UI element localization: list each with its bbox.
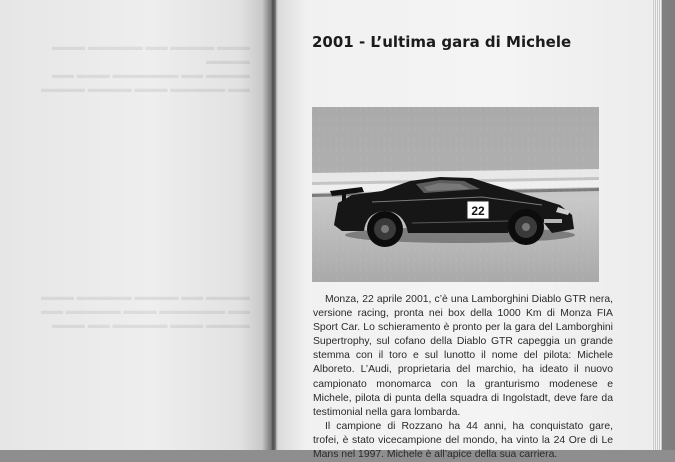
page-edges [652, 0, 662, 450]
book-gutter [262, 0, 278, 450]
chapter-title: 2001 - L’ultima gara di Michele [312, 33, 572, 51]
car-photo [312, 107, 599, 282]
race-number: 22 [471, 204, 485, 218]
left-page [0, 0, 272, 450]
body-text [313, 293, 613, 462]
paragraph-1: Monza, 22 aprile 2001, c’è una Lamborghini Diablo GTR nera, versione racing, pronta nei box della 1000 Km di Monza FIA Sport Car. Lo schieramento è pronto per la gara del Lamborghini Supertrophy, sul cofano della Diablo GTR capeggia un grande stemma con il toro e sul lunotto il nome del pilota: Michele Alboreto. L’Audi, proprietaria del marchio, ha ideato il nuovo campionato monomarca con la granturismo modenese e Michele, pilota di punta della squadra di Ingolstadt, deve fare da testimonial nella gara lombarda. [313, 294, 613, 418]
show-through-text-lower: ▬▬▬▬ ▬▬ ▬▬▬▬ ▬▬▬▬▬ ▬▬▬ ▬▬ ▬▬▬▬▬▬ ▬▬▬ ▬▬▬▬▬ ▬▬ ▬▬▬▬ ▬▬▬ ▬▬▬▬▬ ▬▬ ▬▬▬ [41, 291, 250, 331]
show-through-text: ▬▬▬ ▬▬▬▬ ▬▬ ▬▬▬▬▬ ▬▬▬ ▬▬▬▬ ▬▬▬▬ ▬▬ ▬▬▬▬▬▬ ▬▬▬ ▬▬ ▬▬ ▬▬▬▬▬ ▬▬▬ ▬▬▬▬ ▬▬▬▬ [41, 41, 250, 95]
paragraph-2: Il campione di Rozzano ha 44 anni, ha conquistato gare, trofei, è stato vicecampione del mondo, ha vinto la 24 Ore di Le Mans nel 1997. Michele è all’apice della sua carriera. [313, 420, 613, 461]
car-photo-illustration [312, 107, 599, 282]
